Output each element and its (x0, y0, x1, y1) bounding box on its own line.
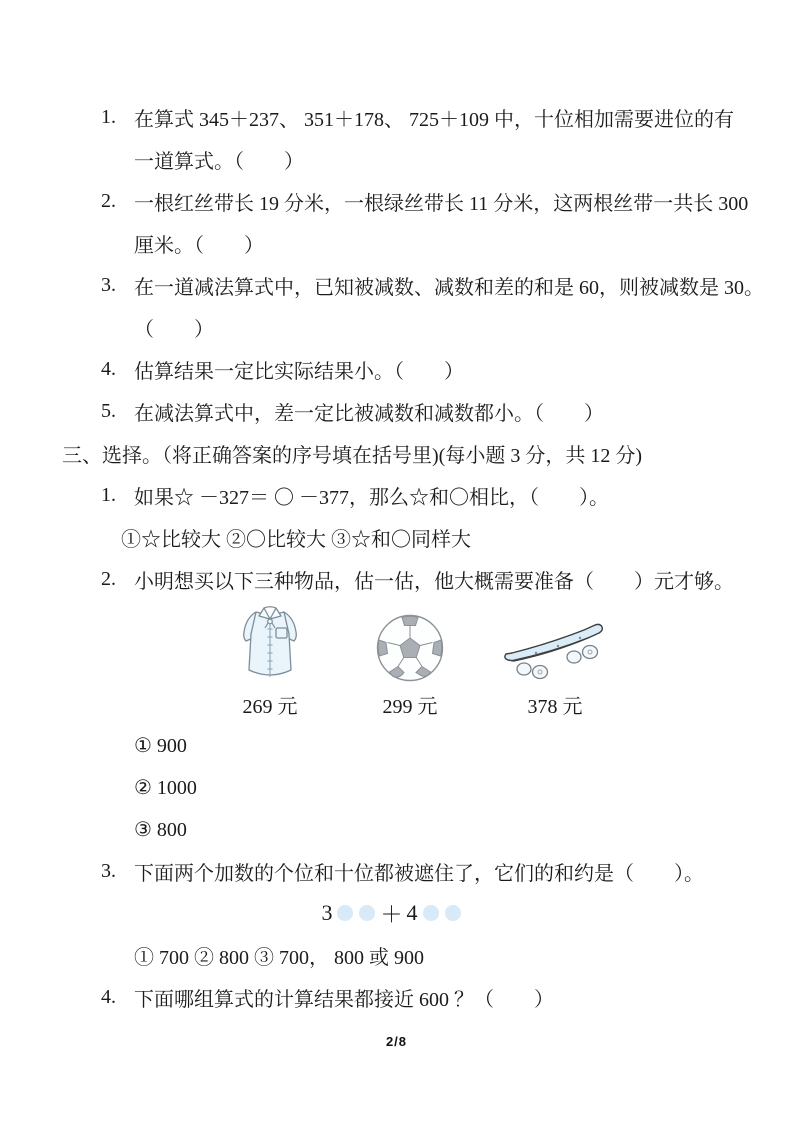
skateboard-image (502, 612, 608, 684)
addend1-hundreds-digit: 3 (321, 900, 333, 925)
question-text: 厘米。（ ） (134, 234, 264, 257)
soccer-ball-image (374, 612, 446, 684)
judge-q4-line (0, 348, 793, 390)
choice-q2-option-1 (0, 724, 793, 766)
judge-q1-line1 (0, 96, 793, 138)
question-number: 1. (101, 483, 116, 506)
shirt-price: 269 元 (242, 695, 298, 718)
question-text: 一根红丝带长 19 分米，一根绿丝带长 11 分米，这两根丝带一共长 300 (134, 192, 749, 215)
question-text: 在算式 345＋237、 351＋178、 725＋109 中，十位相加需要进位的有 (134, 108, 734, 131)
masked-addition-expression (0, 892, 793, 934)
question-text: 在一道减法算式中，已知被减数、减数和差的和是 60，则被减数是 30。 (134, 276, 764, 299)
choice-q3-line (0, 850, 793, 892)
choice-q1-options (0, 516, 793, 558)
question-number: 4. (101, 357, 116, 380)
question-number: 5. (101, 399, 116, 422)
masked-digit-circle (337, 905, 353, 921)
masked-digit-circle (423, 905, 439, 921)
judge-q2-line2 (0, 222, 793, 264)
choice-q2-line (0, 558, 793, 600)
question-number: 2. (101, 189, 116, 212)
question-number: 4. (101, 985, 116, 1008)
question-text: 一道算式。（ ） (134, 150, 304, 173)
judge-q2-line1 (0, 180, 793, 222)
question-number: 3. (101, 859, 116, 882)
worksheet-content (0, 96, 793, 1018)
judge-q3-line2 (0, 306, 793, 348)
page-number: 2/8 (385, 1034, 408, 1049)
masked-digit-circle (445, 905, 461, 921)
plus-sign: ＋ (380, 901, 403, 927)
product-row (205, 600, 793, 724)
choice-q4-line (0, 976, 793, 1018)
shirt-image (238, 604, 302, 684)
choice-q2-option-3 (0, 808, 793, 850)
addend2-hundreds-digit: 4 (406, 900, 418, 925)
soccer-ball-price: 299 元 (382, 695, 438, 718)
question-number: 2. (101, 567, 116, 590)
question-text: 估算结果一定比实际结果小。（ ） (134, 360, 464, 383)
product-shirt (205, 604, 335, 724)
judge-q1-line2 (0, 138, 793, 180)
choice-q1-line (0, 474, 793, 516)
answer-brackets: （ ） (134, 318, 214, 341)
masked-digit-circle (359, 905, 375, 921)
options-text: ①☆比较大 ②〇比较大 ③☆和〇同样大 (121, 528, 471, 551)
option-text: ② 1000 (134, 776, 197, 799)
question-number: 3. (101, 273, 116, 296)
choice-q3-options (0, 934, 793, 976)
question-text: 下面两个加数的个位和十位都被遮住了，它们的和约是（ ）。 (134, 862, 704, 885)
option-text: ① 900 (134, 734, 187, 757)
option-text: ③ 800 (134, 818, 187, 841)
question-text: 如果☆ －327＝ 〇 －377，那么☆和〇相比，（ ）。 (134, 486, 609, 509)
judge-q3-line1 (0, 264, 793, 306)
choice-section-header (0, 432, 793, 474)
section-title: 三、选择。（将正确答案的序号填在括号里)(每小题 3 分，共 12 分) (62, 444, 642, 467)
judge-q5-line (0, 390, 793, 432)
choice-q2-option-2 (0, 766, 793, 808)
skateboard-price: 378 元 (527, 695, 583, 718)
question-text: 下面哪组算式的计算结果都接近 600 ？（ ） (134, 988, 554, 1011)
question-number: 1. (101, 105, 116, 128)
product-soccer-ball (345, 612, 475, 724)
options-text: ① 700 ② 800 ③ 700， 800 或 900 (134, 946, 424, 969)
question-text: 小明想买以下三种物品，估一估，他大概需要准备（ ）元才够。 (134, 570, 734, 593)
question-text: 在减法算式中，差一定比被减数和减数都小。（ ） (134, 402, 604, 425)
product-skateboard (485, 612, 625, 724)
